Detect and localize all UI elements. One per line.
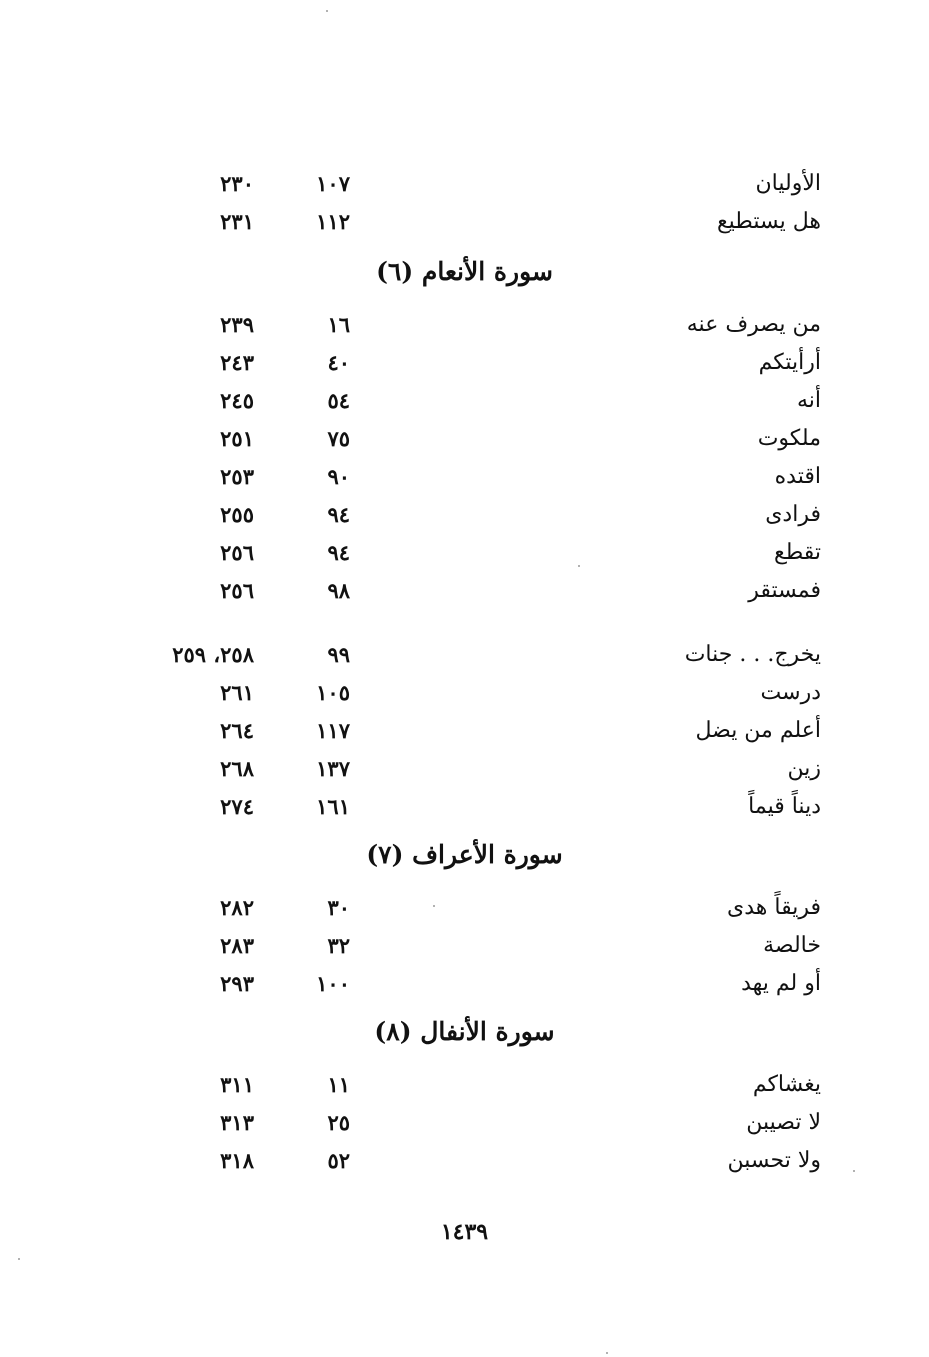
entry-word: يغشاكم	[752, 1072, 821, 1097]
entry-verse-number: ١١	[327, 1072, 350, 1097]
entry-word: ولا تحسبن	[727, 1148, 821, 1173]
entry-word: يخرج. . . جنات	[684, 642, 821, 667]
scan-speck	[578, 565, 580, 567]
index-entry	[0, 344, 929, 382]
entry-word: خالصة	[763, 933, 821, 958]
entry-verse-number: ٩٤	[327, 540, 350, 565]
entry-page-number: ٢٣١	[220, 209, 254, 234]
entry-page-number: ٢٥٣	[220, 464, 254, 489]
entry-page-number: ٢٦٤	[220, 718, 254, 743]
entry-page-number: ٢٥٥	[220, 502, 254, 527]
entry-word: الأوليان	[755, 171, 821, 196]
entry-page-number: ٢٤٥	[220, 388, 254, 413]
entry-page-number: ٢٦١	[220, 680, 254, 705]
entry-verse-number: ١١٢	[316, 209, 350, 234]
index-entry	[0, 572, 929, 610]
entry-page-number: ٢٥٦	[220, 578, 254, 603]
entry-page-number: ٣١٨	[220, 1148, 254, 1173]
entry-page-number: ٣١١	[220, 1072, 254, 1097]
index-entry	[0, 1142, 929, 1180]
entry-page-number: ٢٣٩	[220, 312, 254, 337]
index-entry	[0, 203, 929, 241]
entry-word: ديناً قيماً	[748, 794, 821, 819]
index-entry	[0, 788, 929, 826]
index-entry	[0, 534, 929, 572]
entry-verse-number: ٩٨	[327, 578, 350, 603]
index-entry	[0, 750, 929, 788]
entry-word: أنه	[796, 388, 821, 413]
entry-verse-number: ٤٠	[327, 350, 350, 375]
scan-speck	[18, 1258, 20, 1260]
surah-heading-text: سورة الأعراف (٧)	[366, 840, 563, 869]
entry-verse-number: ١٠٠	[316, 971, 350, 996]
entry-page-number: ٢٥١	[220, 426, 254, 451]
surah-heading-text: سورة الأنعام (٦)	[376, 257, 553, 286]
index-entry	[0, 1104, 929, 1142]
entry-verse-number: ٢٥	[327, 1110, 350, 1135]
entry-word: فريقاً هدى	[727, 895, 821, 920]
entry-word: اقتده	[774, 464, 821, 489]
entry-page-number: ٢٣٠	[220, 171, 254, 196]
entry-verse-number: ٣٠	[327, 895, 350, 920]
surah-heading	[0, 1010, 929, 1054]
index-entry	[0, 927, 929, 965]
scan-speck	[853, 1170, 855, 1172]
entry-word: زين	[787, 756, 821, 781]
entry-verse-number: ٩٩	[327, 642, 350, 667]
entry-word: من يصرف عنه	[686, 312, 821, 337]
entry-verse-number: ٣٢	[327, 933, 350, 958]
page-number: ١٤٣٩	[440, 1219, 489, 1245]
index-entry	[0, 889, 929, 927]
entry-page-number: ٢٥٨، ٢٥٩	[172, 642, 254, 667]
index-entry	[0, 965, 929, 1003]
scan-speck	[326, 10, 328, 12]
entry-page-number: ٢٥٦	[220, 540, 254, 565]
surah-heading-text: سورة الأنفال (٨)	[374, 1017, 555, 1046]
index-entry	[0, 496, 929, 534]
scan-speck	[433, 905, 435, 907]
entry-word: فرادى	[765, 502, 821, 527]
entry-verse-number: ٥٤	[327, 388, 350, 413]
entry-page-number: ٢٨٣	[220, 933, 254, 958]
entry-verse-number: ١٦	[327, 312, 350, 337]
index-entry	[0, 712, 929, 750]
index-entry	[0, 420, 929, 458]
entry-page-number: ٢٦٨	[220, 756, 254, 781]
entry-verse-number: ١٣٧	[316, 756, 350, 781]
entry-page-number: ٢٧٤	[220, 794, 254, 819]
entry-word: أعلم من يضل	[695, 718, 821, 743]
entry-word: لا تصيبن	[746, 1110, 821, 1135]
entry-page-number: ٢٩٣	[220, 971, 254, 996]
entry-word: تقطع	[773, 540, 821, 565]
entry-word: ملكوت	[757, 426, 821, 451]
entry-word: أرأيتكم	[758, 350, 821, 375]
entry-word: أو لم يهد	[741, 971, 821, 996]
entry-verse-number: ٥٢	[327, 1148, 350, 1173]
entry-word: هل يستطيع	[716, 209, 821, 234]
entry-page-number: ٢٤٣	[220, 350, 254, 375]
scan-speck	[606, 1352, 608, 1354]
entry-verse-number: ٩٤	[327, 502, 350, 527]
index-entry	[0, 382, 929, 420]
entry-page-number: ٣١٣	[220, 1110, 254, 1135]
entry-page-number: ٢٨٢	[220, 895, 254, 920]
entry-word: فمستقر	[748, 578, 821, 603]
entry-verse-number: ١٠٧	[316, 171, 350, 196]
surah-heading	[0, 833, 929, 877]
entry-verse-number: ١٠٥	[316, 680, 350, 705]
index-entry	[0, 636, 929, 674]
index-entry	[0, 165, 929, 203]
entry-verse-number: ٩٠	[327, 464, 350, 489]
entry-word: درست	[760, 680, 821, 705]
entry-verse-number: ١١٧	[316, 718, 350, 743]
entry-verse-number: ١٦١	[316, 794, 350, 819]
index-entry	[0, 306, 929, 344]
index-entry	[0, 674, 929, 712]
entry-verse-number: ٧٥	[327, 426, 350, 451]
index-entry	[0, 458, 929, 496]
index-entry	[0, 1066, 929, 1104]
surah-heading	[0, 250, 929, 294]
